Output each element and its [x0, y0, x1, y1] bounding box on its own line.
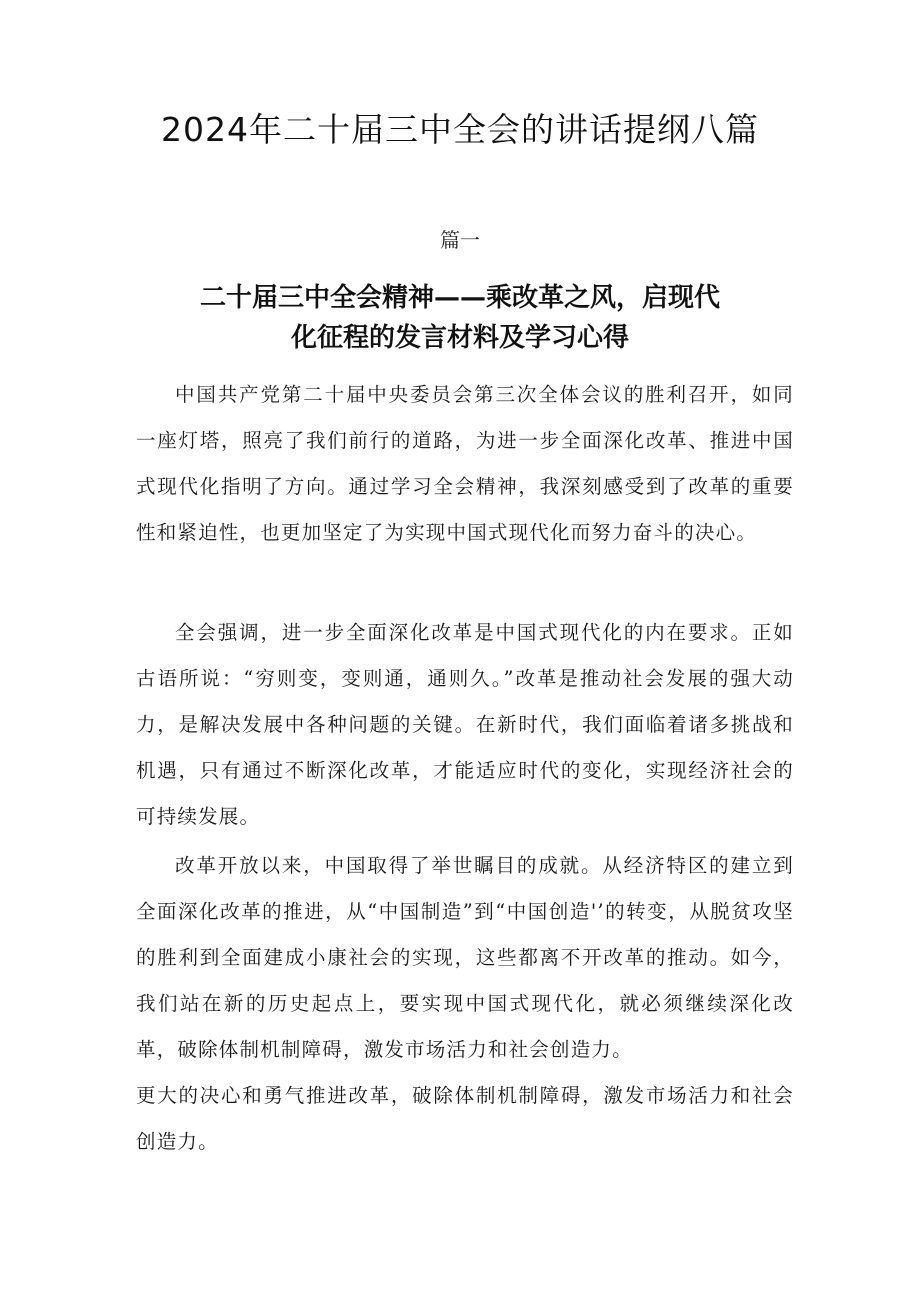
body-paragraph: 中国共产党第二十届中央委员会第三次全体会议的胜利召开，如同一座灯塔，照亮了我们前行的道路，为进一步全面深化改革、推进中国式现代化指明了方向。通过学习全会精神，我深刻感受到了改革的重要性和紧迫性，也更加坚定了为实现中国式现代化而努力奋斗的决心。	[136, 383, 794, 544]
body-paragraph: 改革开放以来，中国取得了举世瞩目的成就。从经济特区的建立到全面深化改革的推进，从“中国制造”到“中国创造'’的转变，从脱贫攻坚的胜利到全面建成小康社会的实现，这些都离不开改革的推动。如今，我们站在新的历史起点上，要实现中国式现代化，就必须继续深化改革，破除体制机制障碍，激发市场活力和社会创造力。	[136, 854, 794, 1061]
section-heading-line: 化征程的发言材料及学习心得	[290, 323, 629, 353]
section-heading	[150, 278, 770, 358]
document-title: 2024年二十届三中全会的讲话提纲八篇	[161, 110, 759, 149]
body-paragraph: 全会强调，进一步全面深化改革是中国式现代化的内在要求。正如古语所说：“穷则变，变则通，通则久。”改革是推动社会发展的强大动力，是解决发展中各种问题的关键。在新时代，我们面临着诸多挑战和机遇，只有通过不断深化改革，才能适应时代的变化，实现经济社会的可持续发展。	[136, 621, 794, 828]
section-heading-line: 二十届三中全会精神——乘改革之风，启现代	[199, 283, 720, 313]
body-paragraph: 更大的决心和勇气推进改革，破除体制机制障碍，激发市场活力和社会创造力。	[136, 1084, 794, 1153]
section-label: 篇一	[440, 228, 480, 252]
